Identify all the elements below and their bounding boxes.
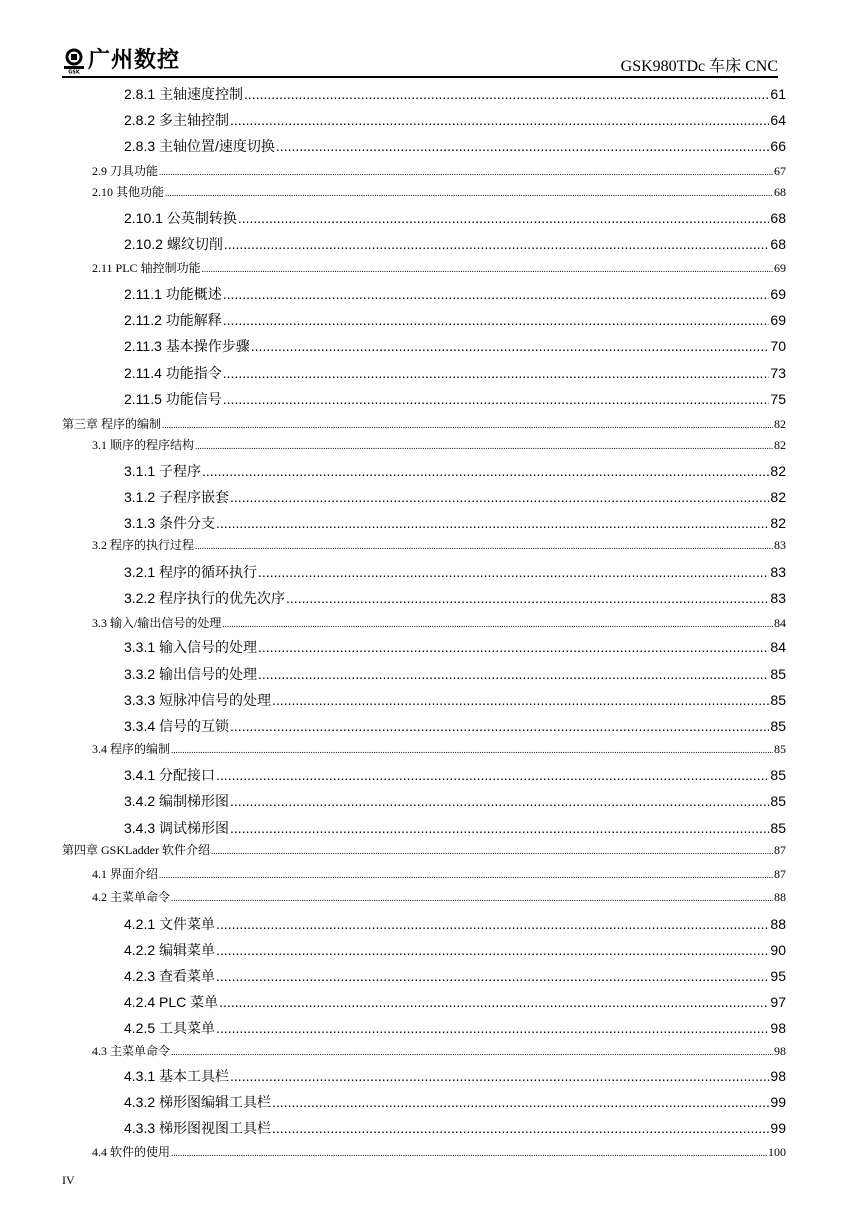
toc-entry-title: 3.4 程序的编制: [92, 742, 171, 756]
toc-entry-page: 99: [770, 1094, 786, 1110]
toc-entry-page: 88: [774, 890, 786, 904]
toc-entry-page: 90: [770, 942, 786, 958]
toc-entry-page: 66: [770, 138, 786, 154]
toc-leader-dots: [216, 942, 769, 958]
toc-leader-dots: [159, 164, 773, 179]
toc-entry[interactable]: [62, 415, 786, 432]
toc-entry-title: 3.1 顺序的程序结构: [92, 438, 195, 452]
toc-entry[interactable]: [124, 690, 786, 710]
toc-leader-dots: [211, 843, 773, 858]
toc-entry-title: 3.2.2 程序执行的优先次序: [124, 590, 286, 606]
toc-entry-title: 4.4 软件的使用: [92, 1145, 171, 1159]
toc-entry[interactable]: [124, 765, 786, 785]
toc-entry-page: 69: [770, 312, 786, 328]
toc-leader-dots: [171, 1044, 773, 1059]
toc-leader-dots: [272, 692, 769, 708]
toc-entry-page: 75: [770, 391, 786, 407]
toc-entry-page: 83: [770, 564, 786, 580]
toc-leader-dots: [195, 538, 773, 553]
toc-entry-title: 3.3.2 输出信号的处理: [124, 666, 258, 682]
toc-entry[interactable]: [124, 966, 786, 986]
toc-leader-dots: [171, 1145, 767, 1160]
toc-leader-dots: [165, 185, 773, 200]
toc-entry[interactable]: [124, 136, 786, 156]
toc-leader-dots: [230, 718, 769, 734]
toc-leader-dots: [171, 742, 773, 757]
toc-entry-title: 4.2.5 工具菜单: [124, 1020, 216, 1036]
toc-leader-dots: [230, 489, 769, 505]
toc-leader-dots: [244, 86, 769, 102]
toc-entry-page: 68: [770, 210, 786, 226]
toc-entry-title: 3.1.3 条件分支: [124, 515, 216, 531]
toc-entry-page: 88: [770, 916, 786, 932]
toc-leader-dots: [230, 112, 769, 128]
toc-entry-title: 4.2.3 查看菜单: [124, 968, 216, 984]
toc-entry-page: 82: [770, 515, 786, 531]
toc-leader-dots: [216, 968, 769, 984]
toc-leader-dots: [230, 1068, 769, 1084]
toc-entry-page: 85: [770, 793, 786, 809]
toc-entry-title: 2.11.1 功能概述: [124, 286, 222, 302]
toc-entry-title: 4.3 主菜单命令: [92, 1044, 171, 1058]
toc-entry[interactable]: [124, 363, 786, 383]
toc-entry-page: 84: [774, 616, 786, 630]
toc-entry-title: 3.1.1 子程序: [124, 463, 202, 479]
toc-leader-dots: [258, 666, 769, 682]
toc-entry-page: 98: [770, 1068, 786, 1084]
toc-entry-page: 82: [770, 489, 786, 505]
toc-leader-dots: [251, 338, 770, 354]
toc-leader-dots: [219, 994, 769, 1010]
toc-entry[interactable]: [124, 389, 786, 409]
toc-leader-dots: [159, 867, 773, 882]
toc-entry[interactable]: [124, 208, 786, 228]
toc-leader-dots: [258, 639, 769, 655]
toc-entry-page: 69: [774, 261, 786, 275]
toc-entry-title: 4.3.2 梯形图编辑工具栏: [124, 1094, 272, 1110]
toc-entry-title: 4.3.1 基本工具栏: [124, 1068, 230, 1084]
toc-entry-title: 2.8.2 多主轴控制: [124, 112, 230, 128]
toc-entry-title: 3.3.1 输入信号的处理: [124, 639, 258, 655]
toc-entry-page: 98: [770, 1020, 786, 1036]
toc-entry-page: 87: [774, 867, 786, 881]
toc-entry-title: 2.8.1 主轴速度控制: [124, 86, 244, 102]
toc-entry-page: 85: [770, 820, 786, 836]
toc-leader-dots: [222, 616, 773, 631]
toc-entry[interactable]: [124, 284, 786, 304]
toc-entry[interactable]: [92, 436, 786, 453]
toc-entry-title: 2.10 其他功能: [92, 185, 165, 199]
toc-entry-title: 4.2.2 编辑菜单: [124, 942, 216, 958]
toc-leader-dots: [258, 564, 769, 580]
toc-entry-page: 85: [774, 742, 786, 756]
page-number: IV: [62, 1173, 75, 1187]
toc-entry-page: 82: [774, 438, 786, 452]
toc-entry[interactable]: [124, 234, 786, 254]
company-logo: [62, 46, 180, 74]
toc-entry-title: 2.11.3 基本操作步骤: [124, 338, 250, 354]
toc-entry[interactable]: [92, 259, 786, 276]
toc-entry[interactable]: [124, 513, 786, 533]
toc-entry-page: 83: [774, 538, 786, 552]
toc-entry[interactable]: [124, 940, 786, 960]
toc-entry-page: 68: [770, 236, 786, 252]
toc-entry-title: 2.10.1 公英制转换: [124, 210, 237, 226]
toc-entry[interactable]: [124, 1066, 786, 1086]
toc-entry[interactable]: [124, 461, 786, 481]
toc-entry-page: 84: [770, 639, 786, 655]
toc-entry[interactable]: [124, 914, 786, 934]
toc-entry[interactable]: [92, 1143, 786, 1160]
page-header: [62, 44, 778, 78]
logo-text: 广州数控: [88, 48, 181, 73]
toc-entry[interactable]: [124, 1118, 786, 1138]
toc-leader-dots: [272, 1094, 769, 1110]
toc-entry-page: 83: [770, 590, 786, 606]
toc-entry-title: 4.2.1 文件菜单: [124, 916, 216, 932]
toc-entry[interactable]: [92, 536, 786, 553]
toc-entry[interactable]: [124, 84, 786, 104]
gsk-logo-icon: [62, 48, 86, 74]
toc-entry[interactable]: [124, 1092, 786, 1112]
toc-leader-dots: [216, 916, 769, 932]
toc-entry-title: 2.11 PLC 轴控制功能: [92, 261, 201, 275]
toc-leader-dots: [202, 463, 769, 479]
toc-entry-title: 2.11.2 功能解释: [124, 312, 222, 328]
toc-leader-dots: [238, 210, 770, 226]
toc-entry-page: 82: [774, 417, 786, 431]
toc-entry-title: 2.8.3 主轴位置/速度切换: [124, 138, 275, 154]
toc-leader-dots: [223, 365, 770, 381]
toc-leader-dots: [276, 138, 770, 154]
toc-entry-page: 73: [770, 365, 786, 381]
toc-entry[interactable]: [124, 791, 786, 811]
toc-entry[interactable]: [124, 487, 786, 507]
svg-text:GSK: GSK: [68, 69, 80, 74]
toc-entry-page: 85: [770, 666, 786, 682]
toc-leader-dots: [230, 793, 769, 809]
toc-entry-page: 85: [770, 767, 786, 783]
toc-entry-title: 3.3 输入/输出信号的处理: [92, 616, 222, 630]
toc-leader-dots: [171, 890, 773, 905]
toc-entry[interactable]: [124, 992, 786, 1012]
toc-entry[interactable]: [92, 740, 786, 757]
toc-leader-dots: [216, 515, 769, 531]
toc-entry-title: 3.2 程序的执行过程: [92, 538, 195, 552]
toc-entry-title: 3.2.1 程序的循环执行: [124, 564, 258, 580]
toc-leader-dots: [216, 767, 769, 783]
toc-entry[interactable]: [92, 888, 786, 905]
toc-leader-dots: [195, 438, 773, 453]
toc-entry-title: 4.2 主菜单命令: [92, 890, 171, 904]
toc-entry-title: 3.4.2 编制梯形图: [124, 793, 230, 809]
toc-entry[interactable]: [92, 183, 786, 200]
toc-entry[interactable]: [124, 110, 786, 130]
toc-entry-title: 2.11.5 功能信号: [124, 391, 222, 407]
toc-entry-page: 85: [770, 692, 786, 708]
toc-entry-page: 82: [770, 463, 786, 479]
toc-entry-page: 100: [768, 1145, 786, 1159]
toc-leader-dots: [224, 236, 770, 252]
toc-entry-page: 95: [770, 968, 786, 984]
toc-leader-dots: [202, 261, 773, 276]
toc-entry-title: 2.11.4 功能指令: [124, 365, 222, 381]
toc-entry[interactable]: [124, 562, 786, 582]
toc-entry-page: 68: [774, 185, 786, 199]
toc-entry[interactable]: [92, 865, 786, 882]
toc-entry[interactable]: [92, 162, 786, 179]
toc-entry-title: 3.4.3 调试梯形图: [124, 820, 230, 836]
toc-entry-title: 3.4.1 分配接口: [124, 767, 216, 783]
toc-leader-dots: [223, 286, 770, 302]
toc-entry[interactable]: [92, 614, 786, 631]
toc-entry[interactable]: [124, 664, 786, 684]
toc-entry-page: 70: [770, 338, 786, 354]
toc-entry-page: 64: [770, 112, 786, 128]
toc-entry-title: 第四章 GSKLadder 软件介绍: [62, 843, 210, 857]
toc-entry-title: 3.1.2 子程序嵌套: [124, 489, 230, 505]
toc-entry-title: 3.3.4 信号的互锁: [124, 718, 230, 734]
toc-entry-title: 2.10.2 螺纹切削: [124, 236, 223, 252]
toc-leader-dots: [230, 820, 769, 836]
toc-entry-page: 85: [770, 718, 786, 734]
toc-entry[interactable]: [124, 818, 786, 838]
toc-entry-title: 4.1 界面介绍: [92, 867, 159, 881]
document-title: GSK980TDc 车床 CNC: [620, 58, 778, 75]
toc-entry-title: 4.2.4 PLC 菜单: [124, 994, 219, 1010]
toc-entry-title: 4.3.3 梯形图视图工具栏: [124, 1120, 272, 1136]
toc-entry[interactable]: [124, 716, 786, 736]
toc-entry-page: 69: [770, 286, 786, 302]
toc-leader-dots: [162, 417, 773, 432]
toc-leader-dots: [223, 391, 770, 407]
toc-entry-title: 第三章 程序的编制: [62, 417, 162, 431]
toc-entry[interactable]: [124, 588, 786, 608]
toc-entry[interactable]: [62, 841, 786, 858]
toc-leader-dots: [223, 312, 770, 328]
toc-entry-page: 87: [774, 843, 786, 857]
toc-entry[interactable]: [92, 1042, 786, 1059]
toc-entry-page: 67: [774, 164, 786, 178]
toc-entry[interactable]: [124, 310, 786, 330]
toc-entry[interactable]: [124, 637, 786, 657]
toc-entry-page: 98: [774, 1044, 786, 1058]
toc-entry[interactable]: [124, 336, 786, 356]
toc-leader-dots: [272, 1120, 769, 1136]
toc-entry-title: 2.9 刀具功能: [92, 164, 159, 178]
toc-entry-page: 61: [770, 86, 786, 102]
toc-entry-page: 97: [770, 994, 786, 1010]
toc-entry[interactable]: [124, 1018, 786, 1038]
toc-entry-page: 99: [770, 1120, 786, 1136]
toc-entry-title: 3.3.3 短脉冲信号的处理: [124, 692, 272, 708]
toc-leader-dots: [286, 590, 769, 606]
toc-leader-dots: [216, 1020, 769, 1036]
